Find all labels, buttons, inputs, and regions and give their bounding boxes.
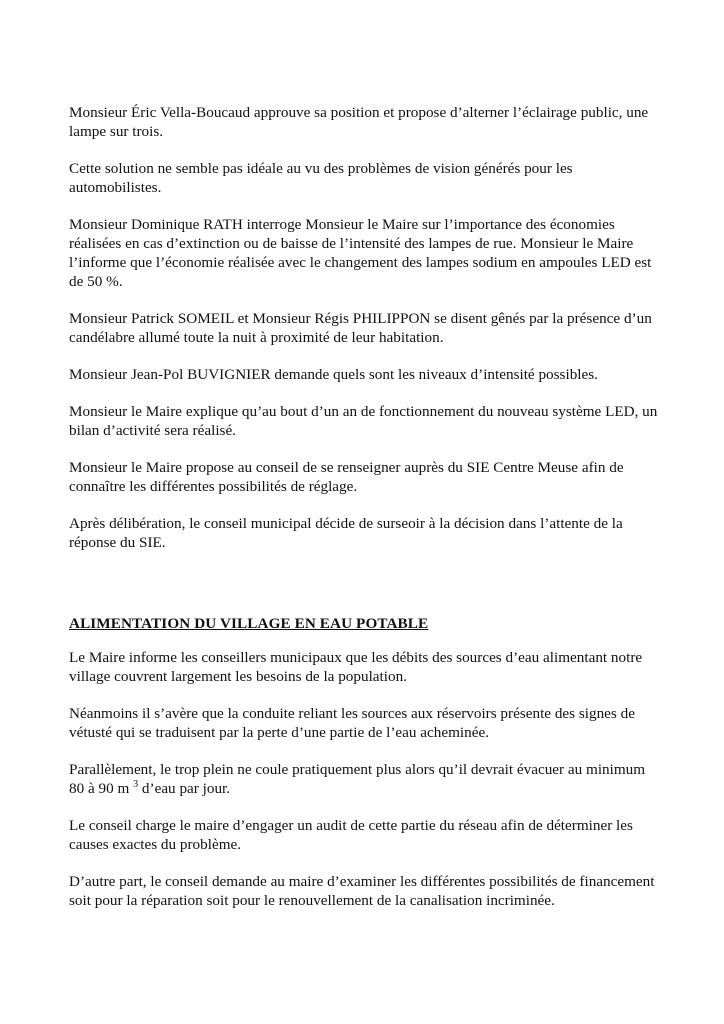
paragraph-debits-sources: Le Maire informe les conseillers municipaux que les débits des sources d’eau alimentant notre village couvrent largement les besoins de la population. [69, 649, 643, 685]
paragraph-deliberation: Après délibération, le conseil municipal décide de surseoir à la décision dans l’attente de la réponse du SIE. [69, 515, 623, 551]
paragraph-vision-automobilistes: Cette solution ne semble pas idéale au vu des problèmes de vision générés pour les automobilistes. [69, 160, 573, 196]
volume-text-after: d’eau par jour. [138, 780, 231, 797]
document-body [69, 103, 659, 910]
paragraph-financement: D’autre part, le conseil demande au maire d’examiner les différentes possibilités de financement soit pour la réparation soit pour le renouvellement de la canalisation incriminée. [69, 873, 655, 909]
section-title-eau-potable: ALIMENTATION DU VILLAGE EN EAU POTABLE [69, 615, 429, 632]
paragraph-economies-led: Monsieur Dominique RATH interroge Monsieur le Maire sur l’importance des économies réalisées en cas d’extinction ou de baisse de l’intensité des lampes de rue. Monsieur le Maire l’informe que l’économie réalisée avec le changement des lampes sodium en ampoules LED est de 50 %. [69, 216, 652, 290]
paragraph-sie-centre-meuse: Monsieur le Maire propose au conseil de se renseigner auprès du SIE Centre Meuse afin de connaître les différentes possibilités de réglage. [69, 459, 624, 495]
paragraph-bilan-activite: Monsieur le Maire explique qu’au bout d’un an de fonctionnement du nouveau système LED, un bilan d’activité sera réalisé. [69, 403, 658, 439]
cubic-superscript: 3 [133, 779, 139, 790]
paragraph-candelabre: Monsieur Patrick SOMEIL et Monsieur Régis PHILIPPON se disent gênés par la présence d’un candélabre allumé toute la nuit à proximité de leur habitation. [69, 310, 652, 346]
paragraph-eclairage-alternance: Monsieur Éric Vella-Boucaud approuve sa position et propose d’alterner l’éclairage public, une lampe sur trois. [69, 104, 649, 140]
paragraph-vetuste-conduite: Néanmoins il s’avère que la conduite reliant les sources aux réservoirs présente des signes de vétusté qui se traduisent par la perte d’une partie de l’eau acheminée. [69, 705, 635, 741]
volume-text-before: Parallèlement, le trop plein ne coule pratiquement plus alors qu’il devrait évacuer au minimum 80 à 90 m [69, 761, 646, 797]
paragraph-niveaux-intensite: Monsieur Jean-Pol BUVIGNIER demande quels sont les niveaux d’intensité possibles. [69, 366, 598, 383]
paragraph-audit-reseau: Le conseil charge le maire d’engager un audit de cette partie du réseau afin de déterminer les causes exactes du problème. [69, 817, 633, 853]
paragraph-trop-plein [69, 760, 659, 798]
